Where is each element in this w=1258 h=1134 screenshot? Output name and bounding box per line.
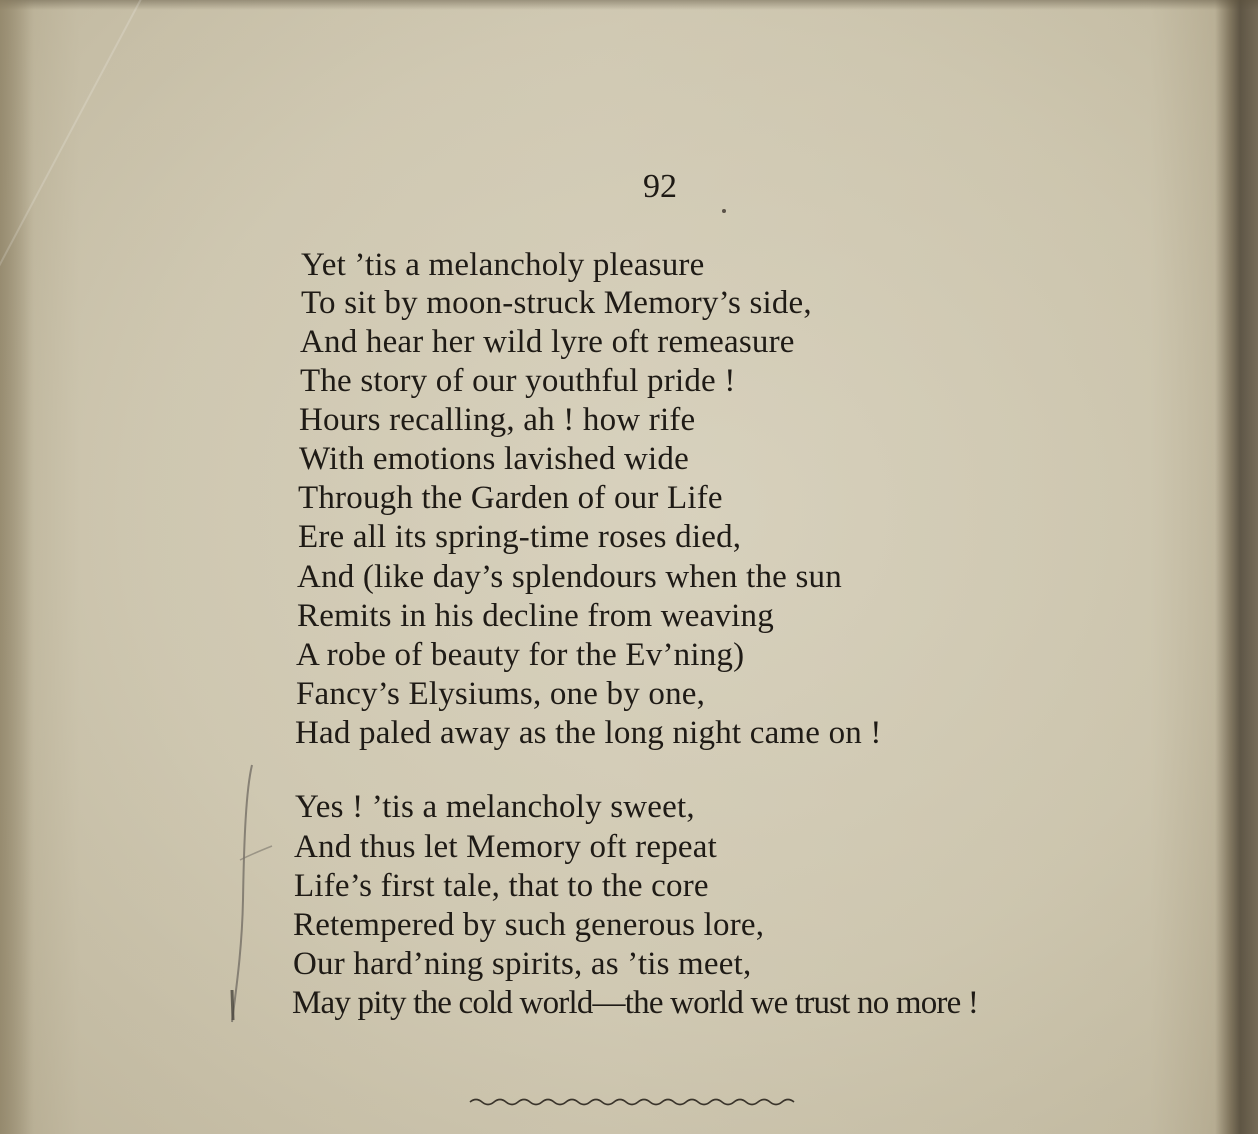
- poem-line: And hear her wild lyre oft remeasure: [300, 324, 795, 360]
- poem-line: With emotions lavished wide: [299, 441, 689, 477]
- poem-line: The story of our youthful pride !: [300, 363, 736, 399]
- poem-line: Hours recalling, ah ! how rife: [299, 402, 696, 438]
- poem-line: Had paled away as the long night came on !: [295, 715, 882, 751]
- poem-line: Life’s first tale, that to the core: [294, 868, 709, 904]
- poem-line: A robe of beauty for the Ev’ning): [296, 637, 745, 673]
- poem-line: Through the Garden of our Life: [298, 480, 723, 516]
- pencil-margin-mark: [0, 0, 300, 1134]
- poem-line: Our hard’ning spirits, as ’tis meet,: [293, 946, 752, 982]
- wavy-rule-ornament: [468, 1092, 798, 1112]
- page-number: 92: [643, 168, 677, 205]
- poem-line: Ere all its spring-time roses died,: [298, 519, 742, 555]
- poem-line: Retempered by such generous lore,: [293, 907, 765, 943]
- poem-line: Yes ! ’tis a melancholy sweet,: [295, 789, 695, 825]
- poem-line: And (like day’s splendours when the sun: [297, 559, 842, 595]
- poem-line: And thus let Memory oft repeat: [294, 829, 717, 865]
- poem-line: To sit by moon-struck Memory’s side,: [301, 285, 812, 321]
- poem-line: Fancy’s Elysiums, one by one,: [296, 676, 706, 712]
- poem-line: Remits in his decline from weaving: [297, 598, 774, 634]
- poem-line: May pity the cold world—the world we trust no more !: [292, 985, 979, 1021]
- poem-line: Yet ’tis a melancholy pleasure: [301, 247, 705, 283]
